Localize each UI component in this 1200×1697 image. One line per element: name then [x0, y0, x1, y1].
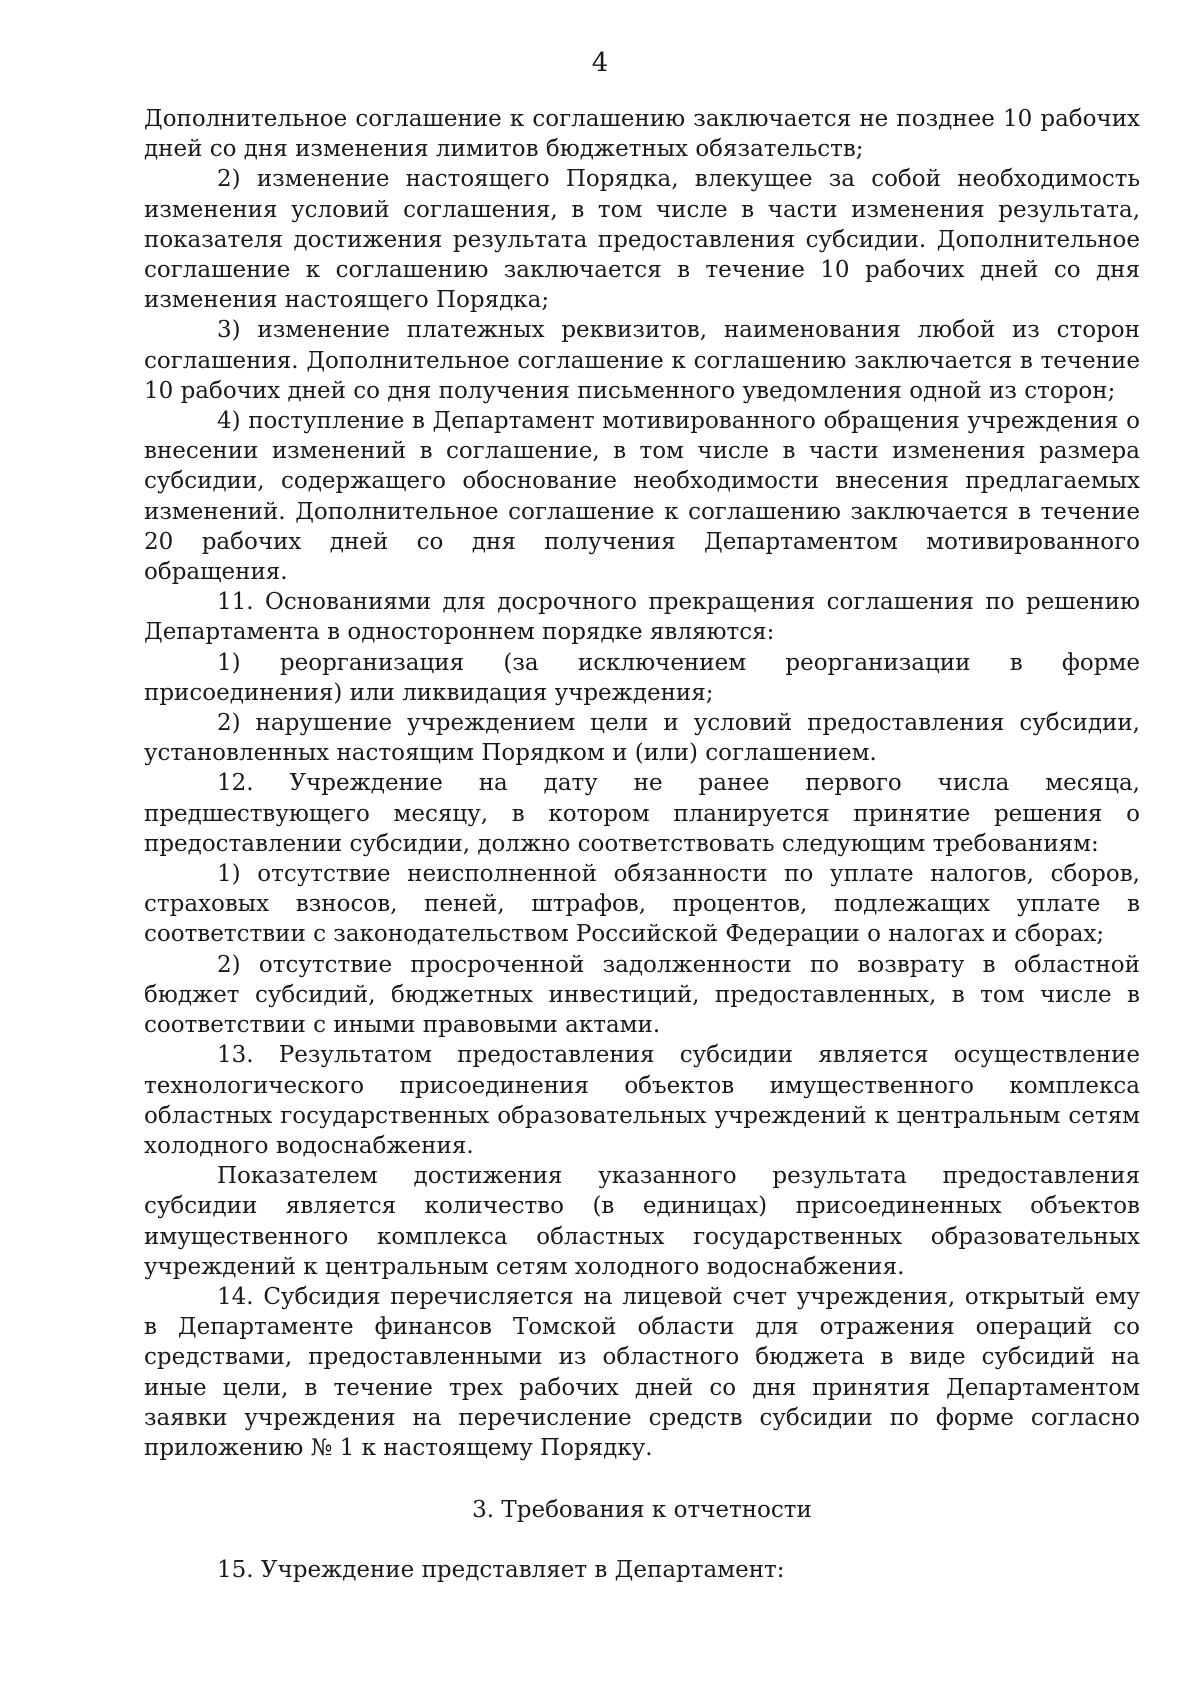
document-body — [144, 104, 1140, 1586]
paragraph-clause-13: 13. Результатом предоставления субсидии является осуществление технологического присоединения объектов имущественного комплекса областных государственных образовательных учреждений к центральным сетям холодного водоснабжения. — [144, 1042, 1140, 1159]
section-heading: 3. Требования к отчетности — [472, 1497, 812, 1524]
paragraph-item-2: 2) изменение настоящего Порядка, влекущее за собой необходимость изменения условий соглашения, в том числе в части изменения результата, показателя достижения результата предоставления субсидии. Дополнительное соглашение к соглашению заключается в течение 10 рабочих дней со дня изменения настоящего Порядка; — [144, 166, 1140, 314]
paragraph-clause-14: 14. Субсидия перечисляется на лицевой счет учреждения, открытый ему в Департаменте финансов Томской области для отражения операций со средствами, предоставленными из областного бюджета в виде субсидий на иные цели, в течение трех рабочих дней со дня принятия Департаментом заявки учреждения на перечисление средств субсидии по форме согласно приложению № 1 к настоящему Порядку. — [144, 1283, 1140, 1461]
paragraph-clause-12: 12. Учреждение на дату не ранее первого числа месяца, предшествующего месяцу, в котором планируется принятие решения о предоставлении субсидии, должно соответствовать следующим требованиям: — [144, 770, 1140, 857]
paragraph-item-4: 4) поступление в Департамент мотивированного обращения учреждения о внесении изменений в соглашение, в том числе в части изменения размера субсидии, содержащего обоснование необходимости внесения предлагаемых изменений. Дополнительное соглашение к соглашению заключается в течение 20 рабочих дней со дня получения Департаментом мотивированного обращения. — [144, 408, 1140, 586]
paragraph-indicator: Показателем достижения указанного результата предоставления субсидии является количество (в единицах) присоединенных объектов имущественного комплекса областных государственных образовательных учреждений к центральным сетям холодного водоснабжения. — [144, 1163, 1140, 1280]
paragraph-clause-11: 11. Основаниями для досрочного прекращения соглашения по решению Департамента в одностороннем порядке являются: — [144, 589, 1140, 646]
paragraph-clause-15: 15. Учреждение представляет в Департамент: — [217, 1557, 785, 1584]
page-number: 4 — [591, 48, 609, 78]
paragraph-clause-11-item-2: 2) нарушение учреждением цели и условий предоставления субсидии, установленных настоящим Порядком и (или) соглашением. — [144, 710, 1140, 767]
paragraph-item-3: 3) изменение платежных реквизитов, наименования любой из сторон соглашения. Дополнительное соглашение к соглашению заключается в течение 10 рабочих дней со дня получения письменного уведомления одной из сторон; — [144, 317, 1140, 404]
paragraph-clause-12-item-1: 1) отсутствие неисполненной обязанности по уплате налогов, сборов, страховых взносов, пеней, штрафов, процентов, подлежащих уплате в соответствии с законодательством Российской Федерации о налогах и сборах; — [144, 861, 1140, 948]
paragraph-clause-12-item-2: 2) отсутствие просроченной задолженности по возврату в областной бюджет субсидий, бюджетных инвестиций, предоставленных, в том числе в соответствии с иными правовыми актами. — [144, 951, 1140, 1039]
paragraph-continuation: Дополнительное соглашение к соглашению заключается не позднее 10 рабочих дней со дня изменения лимитов бюджетных обязательств; — [144, 106, 1140, 163]
paragraph-clause-11-item-1: 1) реорганизация (за исключением реорганизации в форме присоединения) или ликвидация учреждения; — [144, 649, 1140, 706]
